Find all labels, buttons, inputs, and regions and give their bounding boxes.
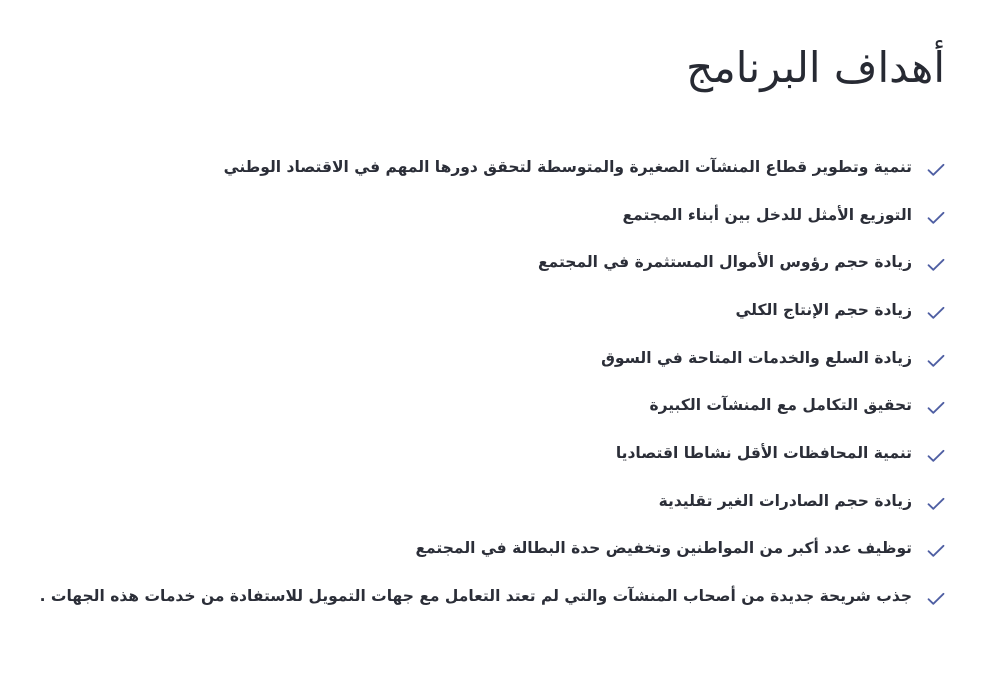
check-icon [927,497,945,511]
goal-text: زيادة حجم الصادرات الغير تقليدية [658,491,912,510]
list-item [40,191,945,239]
goal-text: زيادة حجم رؤوس الأموال المستثمرة في المجتمع [537,253,912,272]
list-item [40,143,945,191]
goal-text: زيادة حجم الإنتاج الكلي [735,300,912,319]
check-icon [927,449,945,463]
check-icon [927,401,945,415]
goal-text: زيادة السلع والخدمات المتاحة في السوق [601,348,912,367]
check-icon [927,544,945,558]
list-item [40,429,945,477]
list-item [40,334,945,382]
list-item [40,381,945,429]
check-icon [927,163,945,177]
goal-text: تنمية وتطوير قطاع المنشآت الصغيرة والمتوسطة لتحقق دورها المهم في الاقتصاد الوطني [223,157,912,176]
goals-list [40,143,945,620]
list-item [40,477,945,525]
list-item [40,572,945,620]
check-icon [927,592,945,606]
goal-text: تنمية المحافظات الأقل نشاطا اقتصاديا [615,443,912,462]
page-title: أهداف البرنامج [686,43,945,92]
check-icon [927,354,945,368]
goal-text: تحقيق التكامل مع المنشآت الكبيرة [649,396,912,415]
list-item [40,286,945,334]
check-icon [927,306,945,320]
check-icon [927,258,945,272]
goal-text: توظيف عدد أكبر من المواطنين وتخفيض حدة البطالة في المجتمع [415,539,912,558]
list-item [40,238,945,286]
check-icon [927,211,945,225]
goal-text: التوزيع الأمثل للدخل بين أبناء المجتمع [622,205,912,224]
list-item [40,525,945,573]
goal-text: جذب شريحة جديدة من أصحاب المنشآت والتي لم تعتد التعامل مع جهات التمويل للاستفادة من خدمات هذه الجهات . [39,587,912,606]
